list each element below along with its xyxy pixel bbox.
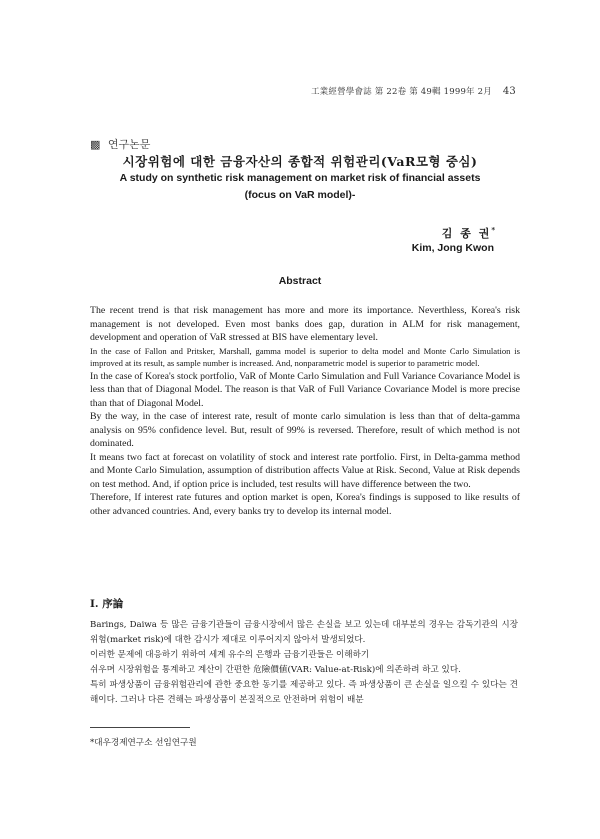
abstract-paragraph: Therefore, If interest rate futures and option market is open, Korea's findings is supposed to like results of other advanced countries. And, every banks try to develop its internal model. (90, 492, 520, 517)
author-korean-name: 김 종 권 (441, 227, 492, 240)
abstract-heading: Abstract (278, 275, 322, 287)
title-korean: 시장위험에 대한 금융자산의 종합적 위험관리(VaR모형 중심) (122, 154, 478, 169)
section-label-text: 연구논문 (107, 138, 151, 151)
abstract-paragraph: By the way, in the case of interest rate, result of monte carlo simulation is less than that of delta-gamma analysis on 95% confidence level. But, result of 99% is reversed. Therefore, result of which method is not dominated. (90, 411, 520, 449)
section-heading-introduction: Ⅰ. 序論 (90, 598, 124, 610)
introduction-body (90, 618, 518, 708)
abstract-paragraph: In the case of Fallon and Pritsker, Marshall, gamma model is superior to delta model and Monte Carlo Simulation is improved at its result, as sample number is increased. And, nonparametric model is superior to parametric model. (90, 345, 520, 368)
author-english: Kim, Jong Kwon (411, 242, 494, 254)
footnote: *대우경제연구소 선임연구원 (90, 738, 197, 748)
author-korean (442, 225, 495, 241)
title-english-line1: A study on synthetic risk management on market risk of financial assets (119, 172, 481, 184)
journal-citation: 工業經營學會誌 第 22卷 第 49輯 1999年 2月 (310, 87, 492, 97)
abstract-body (90, 304, 520, 518)
abstract-paragraph: The recent trend is that risk management has more and more its importance. Neverthless, Korea's risk management is not developed. Even most banks does gap, duration in ALM for risk management, development and operation of VaR stressed at BIS have elementary level. (90, 305, 520, 343)
body-paragraph: Barings, Daiwa 등 많은 금융기관들이 금융시장에서 많은 손실을 보고 있는데 대부분의 경우는 감독기관의 시장위험(market risk)에 대한 감시가 제대로 이루어지지 않아서 발생되었다. (90, 620, 518, 645)
abstract-paragraph: It means two fact at forecast on volatility of stock and interest rate portfolio. First, in Delta-gamma method and Monte Carlo Simulation, assumption of distribution affects Value at Risk. Second, Value at Risk depends on test method. And, if option price is included, test results will have difference between the two. (90, 451, 520, 490)
hatched-box-icon: ▩ (90, 138, 101, 151)
body-paragraph: 특히 파생상품이 금융위험관리에 관한 중요한 동기를 제공하고 있다. 즉 파생상품이 큰 손실을 일으킬 수 있다는 견해이다. 그러나 다른 견해는 파생상품이 본질적으로 안전하며 위험이 배분 (90, 680, 518, 705)
body-paragraph: 쉬우며 시장위험을 통계하고 계산이 간편한 危險價値(VAR: Value-at-Risk)에 의존하려 하고 있다. (90, 665, 461, 675)
section-label (90, 136, 150, 152)
journal-header (311, 85, 516, 97)
body-paragraph: 이러한 문제에 대응하기 위하여 세계 유수의 은행과 금융기관들은 이해하기 (90, 650, 370, 660)
author-footnote-mark: * (491, 225, 495, 235)
page-number: 43 (502, 86, 516, 97)
abstract-paragraph: In the case of Korea's stock portfolio, VaR of Monte Carlo Simulation and Full Variance Covariance Model is less than that of Diagonal Model. The reason is that VaR of Full Variance Covariance Model is more precise than that of Diagonal Model. (90, 370, 520, 409)
title-english-line2: (focus on VaR model)- (244, 189, 356, 201)
footnote-divider (90, 727, 190, 728)
